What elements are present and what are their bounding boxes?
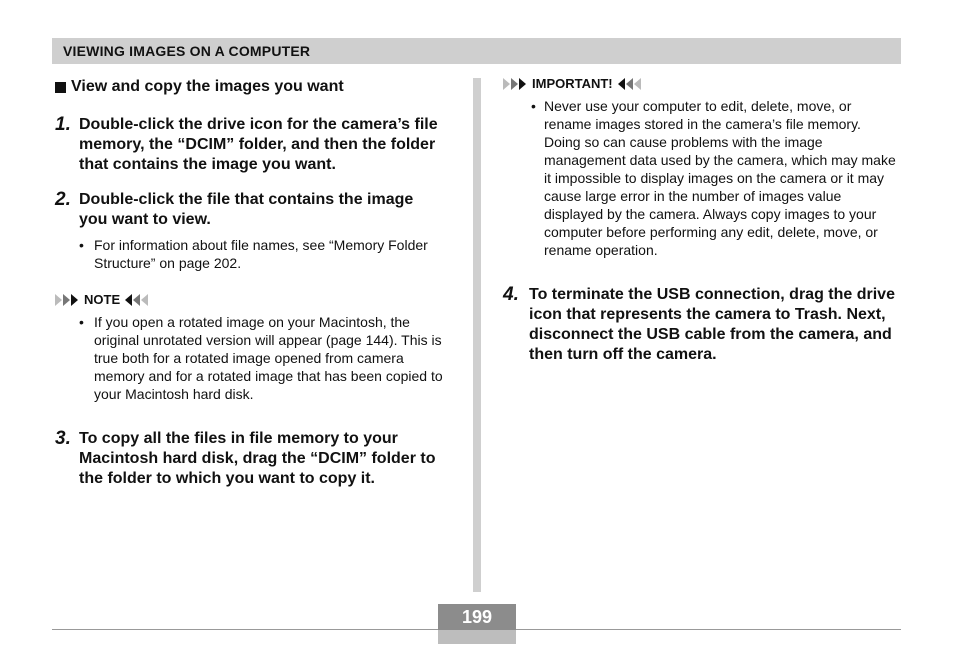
triangle-right-icon: [503, 78, 527, 90]
bullet-text: If you open a rotated image on your Macintosh, the original unrotated version will appear (page 144). This is true both for a rotated image opened from camera memory and for a rotated image that has been copied to your Macintosh hard disk.: [94, 314, 443, 402]
bullet-text: Never use your computer to edit, delete, move, or rename images stored in the camera’s file memory. Doing so can cause problems with the image management data used by the camera, which may make it impossible to display images on the camera or it may cause large error in the number of images value displayed by the camera. Always copy images to your computer before performing any edit, delete, move, or rename operation.: [544, 98, 896, 258]
triangle-right-icon: [55, 294, 79, 306]
column-divider: [473, 78, 481, 592]
bullet-dot: •: [531, 98, 536, 114]
right-column: [503, 76, 898, 365]
list-item: [79, 236, 445, 272]
bullet-text: For information about file names, see “Memory Folder Structure” on page 202.: [94, 237, 428, 271]
left-column: [55, 78, 445, 489]
list-item: [79, 313, 445, 403]
section-title-text: View and copy the images you want: [71, 78, 344, 95]
section-heading: [55, 78, 445, 96]
triangle-left-icon: [618, 78, 642, 90]
bullet-dot: •: [79, 314, 84, 330]
step-2: [55, 190, 445, 230]
step-1: [55, 115, 445, 175]
page-number-box: [438, 604, 516, 644]
important-label: IMPORTANT!: [532, 76, 613, 91]
note-heading: [55, 292, 445, 307]
triangle-left-icon: [125, 294, 149, 306]
step-text: Double-click the file that contains the image you want to view.: [79, 191, 414, 228]
step-number: 1.: [55, 114, 71, 135]
step-3: [55, 429, 445, 489]
note-label: NOTE: [84, 292, 121, 307]
square-bullet-icon: [55, 82, 66, 93]
step-number: 3.: [55, 428, 71, 449]
step-text: Double-click the drive icon for the camera’s file memory, the “DCIM” folder, and then the folder that contains the image you want.: [79, 116, 438, 173]
bullet-dot: •: [79, 237, 84, 253]
page-number-tab: [438, 630, 516, 644]
page-title: VIEWING IMAGES ON A COMPUTER: [63, 43, 311, 59]
list-item: [531, 97, 898, 259]
header-bar: [52, 38, 901, 64]
step-number: 4.: [503, 284, 519, 305]
step-text: To terminate the USB connection, drag the drive icon that represents the camera to Trash. Next, disconnect the USB cable from the camera, and then turn off the camera.: [529, 286, 895, 363]
important-heading: [503, 76, 898, 91]
step-number: 2.: [55, 189, 71, 210]
step-4: [503, 285, 898, 365]
step-text: To copy all the files in file memory to your Macintosh hard disk, drag the “DCIM” folder to the folder to which you want to copy it.: [79, 430, 436, 487]
page-number: 199: [438, 604, 516, 630]
